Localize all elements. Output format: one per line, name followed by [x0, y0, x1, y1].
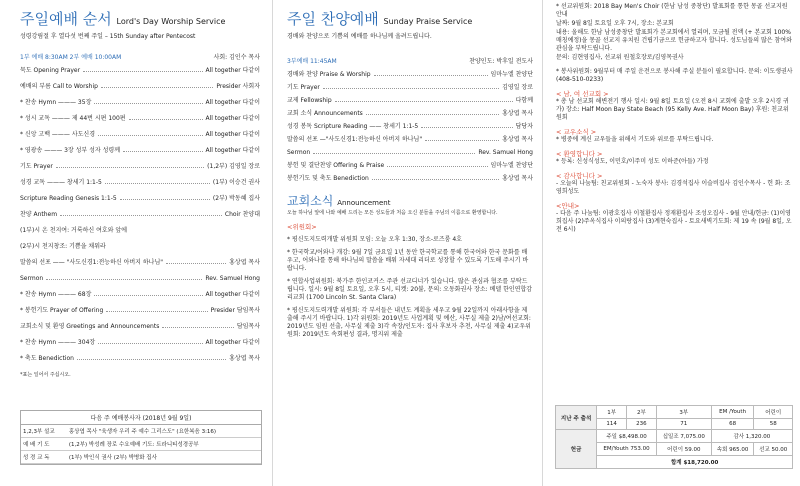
news-item: * 선교위원회: 2018 Bay Men's Choir (한남 남성 중창단) 발표회를 통한 몽골 선교지원 안내 [556, 3, 788, 18]
count-cell: 68 [711, 419, 754, 430]
count-cell: 71 [656, 419, 711, 430]
order-item-person: 홍상엽 목사 [229, 355, 260, 362]
count-cell: 58 [754, 419, 793, 430]
order-item [287, 110, 533, 117]
news-list [556, 3, 794, 84]
order-item [20, 179, 260, 186]
order-item [20, 99, 260, 106]
order-item [287, 123, 533, 130]
order-item-person: (1부) 이승건 권사 [212, 179, 260, 186]
offering-label: 헌금 [556, 430, 597, 469]
order-item [20, 355, 260, 362]
order-item [287, 149, 533, 156]
order-item [20, 259, 260, 266]
order-item-label: 기도 Prayer [287, 84, 320, 91]
order-item-label: 교제 Fellowship [287, 97, 332, 104]
dot-leader [313, 149, 475, 154]
order-item [20, 131, 260, 138]
service-times: 1부 예배 8:30AM 2부 예배 10:00AM 사회: 김인수 목사 [20, 54, 260, 61]
order-item-person: All together 다같이 [205, 99, 260, 106]
dot-leader [129, 115, 203, 120]
dot-leader [335, 97, 513, 102]
order-item-label: 예배의 부름 Call to Worship [20, 83, 98, 90]
money-cell: 속회 965.00 [711, 443, 754, 456]
order-item-label: Sermon [20, 275, 44, 282]
order-item [20, 227, 260, 234]
order-item-label: 봉헌 및 결단찬양 Offering & Praise [287, 162, 385, 169]
table-cell: 홍상엽 목사 "육생자 우리 주 예수 그리스도" (요한복음 3:16) [67, 425, 261, 438]
dot-leader [166, 259, 226, 264]
header-cell: 3부 [656, 406, 711, 419]
news-item: 문의: 김현영집사, 선교위 원철호장로/김영목권사 [556, 54, 684, 61]
money-cell: 선교 50.00 [754, 443, 793, 456]
order-item-person: All together 다같이 [205, 131, 260, 138]
money-cell: EM/Youth 753.00 [597, 443, 657, 456]
order-item [20, 115, 260, 122]
committee-heading: <위원회> [287, 223, 317, 231]
order-item-label: 교회소식 및 환영 Greetings and Announcements [20, 323, 160, 330]
order-item-label: 교회 소식 Announcements [287, 110, 363, 117]
order-item-label: 묵도 Opening Prayer [20, 67, 81, 74]
order-item-person: 홍상엽 목사 [229, 259, 260, 266]
news-item: 날짜: 9월 8일 토요일 오후 7시, 장소: 본교회 [556, 20, 674, 27]
money-cell: 주일 $8,498.00 [597, 430, 657, 443]
order-item-label: 경배와 찬양 Praise & Worship [287, 71, 371, 78]
order-item-person: All together 다같이 [205, 147, 260, 154]
dot-leader [323, 84, 499, 89]
notice-heading: <안내> [556, 202, 580, 210]
praise-subtitle: 경배와 찬양으로 기쁨의 예배를 하나님께 올려드립니다. [287, 33, 432, 40]
announcement-intro: 오늘 하나님 앞에 나와 예배 드리는 모든 성도들과 처음 오신 분들을 주님의 이름으로 환영합니다. [287, 210, 498, 216]
dot-leader [421, 123, 512, 128]
order-item [20, 195, 260, 202]
money-cell: 십일조 7,075.00 [656, 430, 711, 443]
order-item-label: * 성시 교독 ——— 제 44번 시편 100편 [20, 115, 126, 122]
table-cell: (1부) 박인식 권사 (2부) 박병화 집사 [67, 451, 261, 464]
order-item-person: 임마누엘 찬양단 [490, 162, 533, 169]
order-item-person: 다함께 [515, 97, 533, 104]
order-item [287, 136, 533, 143]
order-item [20, 291, 260, 298]
order-item [287, 97, 533, 104]
dot-leader [101, 83, 213, 88]
dot-leader [105, 179, 210, 184]
members-news: * 병중에 계신 교우들을 위해서 기도와 위로를 부탁드립니다. [556, 136, 714, 143]
dot-leader [425, 136, 499, 141]
announcement-item: * 평신도지도력개발 위원회: 각 부서들은 내년도 계획을 세우고 9월 22일까지 아래사항을 제출해 주시기 바랍니다. 1)각 위원회: 2019년도 사업계획 및 예산, 사무실 제출 2)남/여선교회: 2019년도 임원 선출, 사무실 제출 3)각 속장/인도자: 집사 후보자 추천, 사무실 제출 4)교우위원회: 2019년도 속회편성 결과, 명지위 제출 [287, 307, 531, 338]
order-item-label: 성경 교독 ——— 창세기 1:1-5 [20, 179, 102, 186]
order-item [20, 163, 260, 170]
order-item-label: * 영광송 ——— 3장 성부 성자 성령께 [20, 147, 121, 154]
order-item-person: (1,2부) 김영일 장로 [207, 163, 260, 170]
dot-leader [60, 211, 222, 216]
announcement-item: * 평신도지도력개발 위원회 모임: 오늘 오후 1:30, 장소-로즈룸 4호 [287, 236, 462, 243]
note: *표는 일어서 주십시오. [20, 372, 71, 378]
order-item-label: 말씀의 선포 —"사도신경1:전능하신 아버지 하나님" [287, 136, 423, 143]
order-item [20, 339, 260, 346]
dot-leader [46, 275, 202, 280]
order-item-person: 담임목사 [236, 323, 260, 330]
order-item-person: All together 다같이 [205, 291, 260, 298]
count-cell: 114 [597, 419, 627, 430]
subtitle: 성령강림절 후 열다섯 번째 주일 – 15th Sunday after Pentecost [20, 33, 196, 40]
praise-service-column [277, 0, 539, 486]
order-item-label: * 신앙 고백 ——— 사도신경 [20, 131, 95, 138]
next-week-servers [20, 410, 262, 465]
order-item-person: 임마누엘 찬양단 [490, 71, 533, 78]
worship-order [20, 67, 260, 362]
dot-leader [106, 307, 207, 312]
order-item-label: Scripture Reading Genesis 1:1-5 [20, 195, 117, 202]
order-item-label: (1부)시 온 천지여: 거룩하신 여호와 앞에 [20, 227, 127, 234]
announcement-item: * 한국학교/어와나 개강: 9월 7일 금요일 1년 동안 한국학교를 통해 한국어와 한국 문화를 배우고, 어와나를 통해 하나님의 말씀을 배워 자세대 리더로 성장할 수 있도록 기도해 주시기 바랍니다. [287, 249, 529, 272]
order-item [20, 275, 260, 282]
dot-leader [123, 147, 202, 152]
table-cell: 1,2,3부 설교 [21, 425, 67, 438]
next-week-title: 다음 주 예배봉사자 (2018년 9월 9일) [21, 411, 261, 425]
order-item [20, 323, 260, 330]
order-item-label: 봉헌기도 및 축도 Benediction [287, 175, 369, 182]
money-cell: 어린이 59.00 [656, 443, 711, 456]
divider [272, 0, 273, 486]
order-item-label: * 찬송 Hymn ——— 304장 [20, 339, 96, 346]
dot-leader [387, 162, 487, 167]
announcement-title: 교회소식 Announcement [287, 194, 391, 208]
order-item-label: 말씀의 선포 —— "사도신경1:전능하신 아버지 하나님" [20, 259, 164, 266]
announcement-item: * 연합사업위원회: 북가주 한인코커스 주관 선교디너가 있습니다. 많은 관심과 협조를 부탁드립니다. 일시: 9월 8일 토요일, 오후 5시, 티켓: 20불, 문의: 오동화권사 장소: 베델 한인연합감리교회 (1700 Lincoln St. Santa Clara) [287, 278, 533, 301]
order-item [20, 147, 260, 154]
dot-leader [77, 355, 226, 360]
order-item-label: * 찬송 Hymn ——— 35장 [20, 99, 92, 106]
dot-leader [120, 195, 210, 200]
dot-leader [94, 99, 202, 104]
order-item-label: Sermon [287, 149, 311, 156]
order-item-person: Choir 찬양대 [224, 211, 260, 218]
order-item-label: * 찬송 Hymn ——— 68장 [20, 291, 92, 298]
page-title: 주일예배 순서 Lord's Day Worship Service [20, 10, 226, 28]
order-item-person: All together 다같이 [205, 115, 260, 122]
thanks-heading: < 감사합니다 > [556, 172, 603, 180]
order-item-label: 기도 Prayer [20, 163, 53, 170]
table-row [21, 438, 261, 451]
header-cell: 1부 [597, 406, 627, 419]
count-cell: 236 [627, 419, 657, 430]
order-item [287, 84, 533, 91]
order-item [20, 211, 260, 218]
order-item [20, 243, 260, 250]
mission-heading: < 남, 여 선교회 > [556, 90, 609, 98]
notice-text: - 다음 주 나눔팀: 이광호집사 이철환집사 정재환집사 조성오집사 - 9월 안내/헌금: (1)이영희집사 (2)주옥식집사 이의랑집사 (3)계현숙집사 - 토요새벽기도회: 제 19 속 (9월 8일, 오전 6시) [556, 210, 792, 233]
news-item: * 봉사위원회: 9월부터 매 주일 운전으로 봉사해 주실 분들이 필요합니다. 문의: 이도생권사(408-510-0233) [556, 68, 793, 83]
announcement-list [287, 236, 533, 339]
dot-leader [162, 323, 233, 328]
dot-leader [98, 339, 202, 344]
table-cell: (1,2부) 박성례 장로 수요예배 기도: 트라니티성경공부 [67, 438, 261, 451]
order-item [287, 175, 533, 182]
attendance-offering-table [555, 405, 793, 469]
dot-leader [98, 131, 203, 136]
table-cell: 성 경 교 독 [21, 451, 67, 464]
members-heading: < 교우소식 > [556, 128, 597, 136]
order-item-label: 성경 봉독 Scripture Reading —— 창세기 1:1-5 [287, 123, 419, 130]
order-item-label: 찬양 Anthem [20, 211, 58, 218]
welcome-text: * 등록: 신성식성도, 이민호/이주미 성도 이하준(아들) 가정 [556, 158, 709, 165]
money-cell: 감사 1,320.00 [711, 430, 792, 443]
dot-leader [56, 163, 204, 168]
praise-title: 주일 찬양예배 Sunday Praise Service [287, 10, 473, 28]
dot-leader [374, 71, 488, 76]
mission-news: * 총 남 선교회 해변전기 행사 일시: 9월 8일 토요일 (오전 8시 교회에 출발 오후 2시경 귀가) 장소: Half Moon Bay State Beach (95 Kelly Ave. Half Moon Bay) 후원: 친교위원회 [556, 98, 789, 121]
welcome-heading: < 환영합니다 > [556, 150, 603, 158]
order-item-person: Presider 담임목사 [210, 307, 260, 314]
order-item-person: 담당자 [515, 123, 533, 130]
header-cell: EM /Youth [711, 406, 754, 419]
order-item-person: Rev. Samuel Hong [205, 275, 260, 282]
order-item [287, 162, 533, 169]
praise-order [287, 71, 533, 182]
total-cell: 합계 $18,720.00 [597, 456, 793, 469]
order-item [287, 71, 533, 78]
dot-leader [366, 110, 499, 115]
table-cell: 예 배 기 도 [21, 438, 67, 451]
order-item-person: Rev. Samuel Hong [478, 149, 533, 156]
order-item-person: 김영일 장로 [502, 84, 533, 91]
order-item-person: 홍상엽 목사 [502, 136, 533, 143]
header-cell: 어린이 [754, 406, 793, 419]
order-item-label: * 봉헌기도 Prayer of Offering [20, 307, 104, 314]
praise-time: 3부예배 11:45AM 찬양인도: 박후일 전도사 [287, 58, 533, 65]
table-row [21, 451, 261, 464]
order-item [20, 307, 260, 314]
order-item-person: All together 다같이 [205, 67, 260, 74]
order-item-person: (2부) 박동혜 집사 [212, 195, 260, 202]
dot-leader [94, 291, 202, 296]
order-item-label: (2부)시 천지창조: 기쁨을 채워라 [20, 243, 106, 250]
order-item-person: 홍상엽 목사 [502, 175, 533, 182]
order-item [20, 83, 260, 90]
dot-leader [372, 175, 499, 180]
dot-leader [109, 243, 257, 248]
dot-leader [83, 67, 202, 72]
order-item-person: Presider 사회자 [216, 83, 260, 90]
order-item-label: * 축도 Benediction [20, 355, 74, 362]
order-item-person: 홍상엽 목사 [502, 110, 533, 117]
attendance-label: 지난 주 출석 [556, 406, 597, 430]
news-item: 내용: 올해도 한남 남성중창단 발표회가 본교회에서 열리며, 모금될 전액 (+ 본교회 100% 매칭예정)을 몽골 선교지 유치원 건립기금으로 헌금하고자 합니다. 성도님들의 많은 참여와 관심을 부탁드립니다. [556, 29, 792, 52]
dot-leader [130, 227, 257, 232]
table-row [21, 425, 261, 438]
order-item [20, 67, 260, 74]
thanks-text: - 오늘의 나눔팀: 친교위원회 - 노숙자 봉사: 김경석집사 이슬비집사 김인수목사 - 헌 화: 조영희성도 [556, 180, 791, 195]
header-cell: 2부 [627, 406, 657, 419]
order-item-person: All together 다같이 [205, 339, 260, 346]
divider [542, 0, 543, 486]
